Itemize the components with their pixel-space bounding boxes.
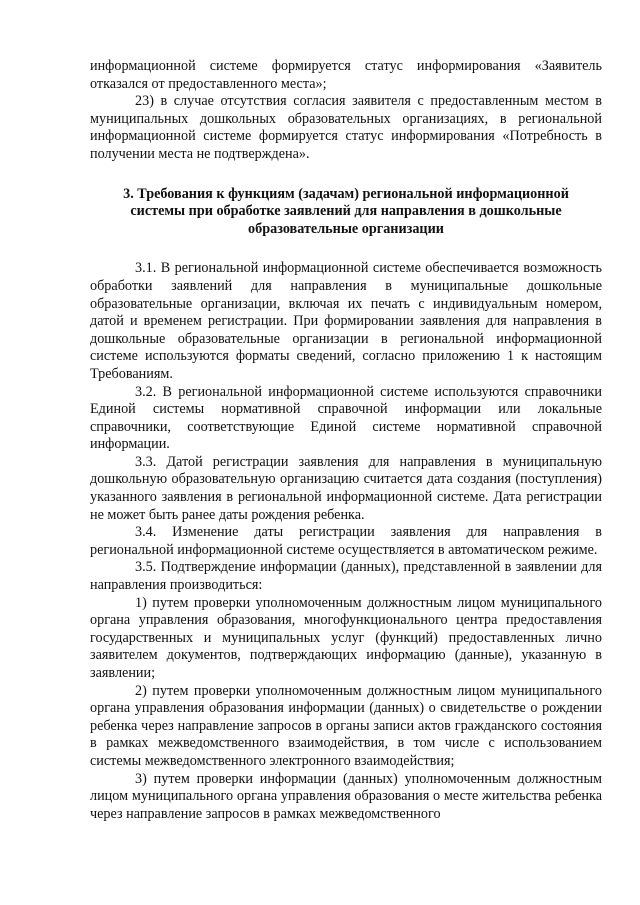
paragraph-3-3: 3.3. Датой регистрации заявления для направления в муниципальную дошкольную образовательную организацию считается дата создания (поступления) указанного заявления в региональной информационной системе. Дата регистрации не может быть ранее даты рождения ребенка.: [90, 453, 602, 523]
document-page: [90, 58, 602, 823]
paragraph-3-4: 3.4. Изменение даты регистрации заявления для направления в региональной информационной системе осуществляется в автоматическом режиме.: [90, 524, 602, 558]
list-item-2: 2) путем проверки уполномоченным должностным лицом муниципального органа управления образования информации (данных) о свидетельстве о рождении ребенка через направление запросов в органы записи актов гражданского состояния в рамках межведомственного взаимодействия, в том числе с использованием системы межведомственного электронного взаимодействия;: [90, 682, 602, 769]
section-heading: 3. Требования к функциям (задачам) региональной информационной системы при обработке заявлений для направления в дошкольные образовательные организации: [123, 185, 569, 237]
paragraph-3-2: 3.2. В региональной информационной системе используются справочники Единой системы нормативной справочной информации или локальные справочники, соответствующие Единой системе нормативной справочной информации.: [90, 383, 602, 453]
paragraph-intro: информационной системе формируется статус информирования «Заявитель отказался от предоставленного места»;: [90, 58, 602, 92]
paragraph-3-1: 3.1. В региональной информационной системе обеспечивается возможность обработки заявлений для направления в муниципальные дошкольные образовательные организации, включая их печать с индивидуальным номером, датой и временем регистрации. При формировании заявления для направления в дошкольные образовательные организации в региональной информационной системе используются форматы сведений, согласно приложению 1 к настоящим Требованиям.: [90, 260, 602, 382]
paragraph-item-23: 23) в случае отсутствия согласия заявителя с предоставленным местом в муниципальных дошкольных образовательных организациях, в региональной информационной системе формируется статус информирования «Потребность в получении места не подтверждена».: [90, 93, 602, 162]
list-item-3: 3) путем проверки информации (данных) уполномоченным должностным лицом муниципального органа управления образования о месте жительства ребенка через направление запросов в рамках межведомственного: [90, 770, 602, 822]
list-item-1: 1) путем проверки уполномоченным должностным лицом муниципального органа управления образования, многофункционального центра предоставления государственных и муниципальных услуг (функций) предоставленных лично заявителем документов, подтверждающих информацию (данные), указанную в заявлении;: [90, 594, 602, 681]
paragraph-3-5: 3.5. Подтверждение информации (данных), представленной в заявлении для направления производиться:: [90, 559, 602, 594]
